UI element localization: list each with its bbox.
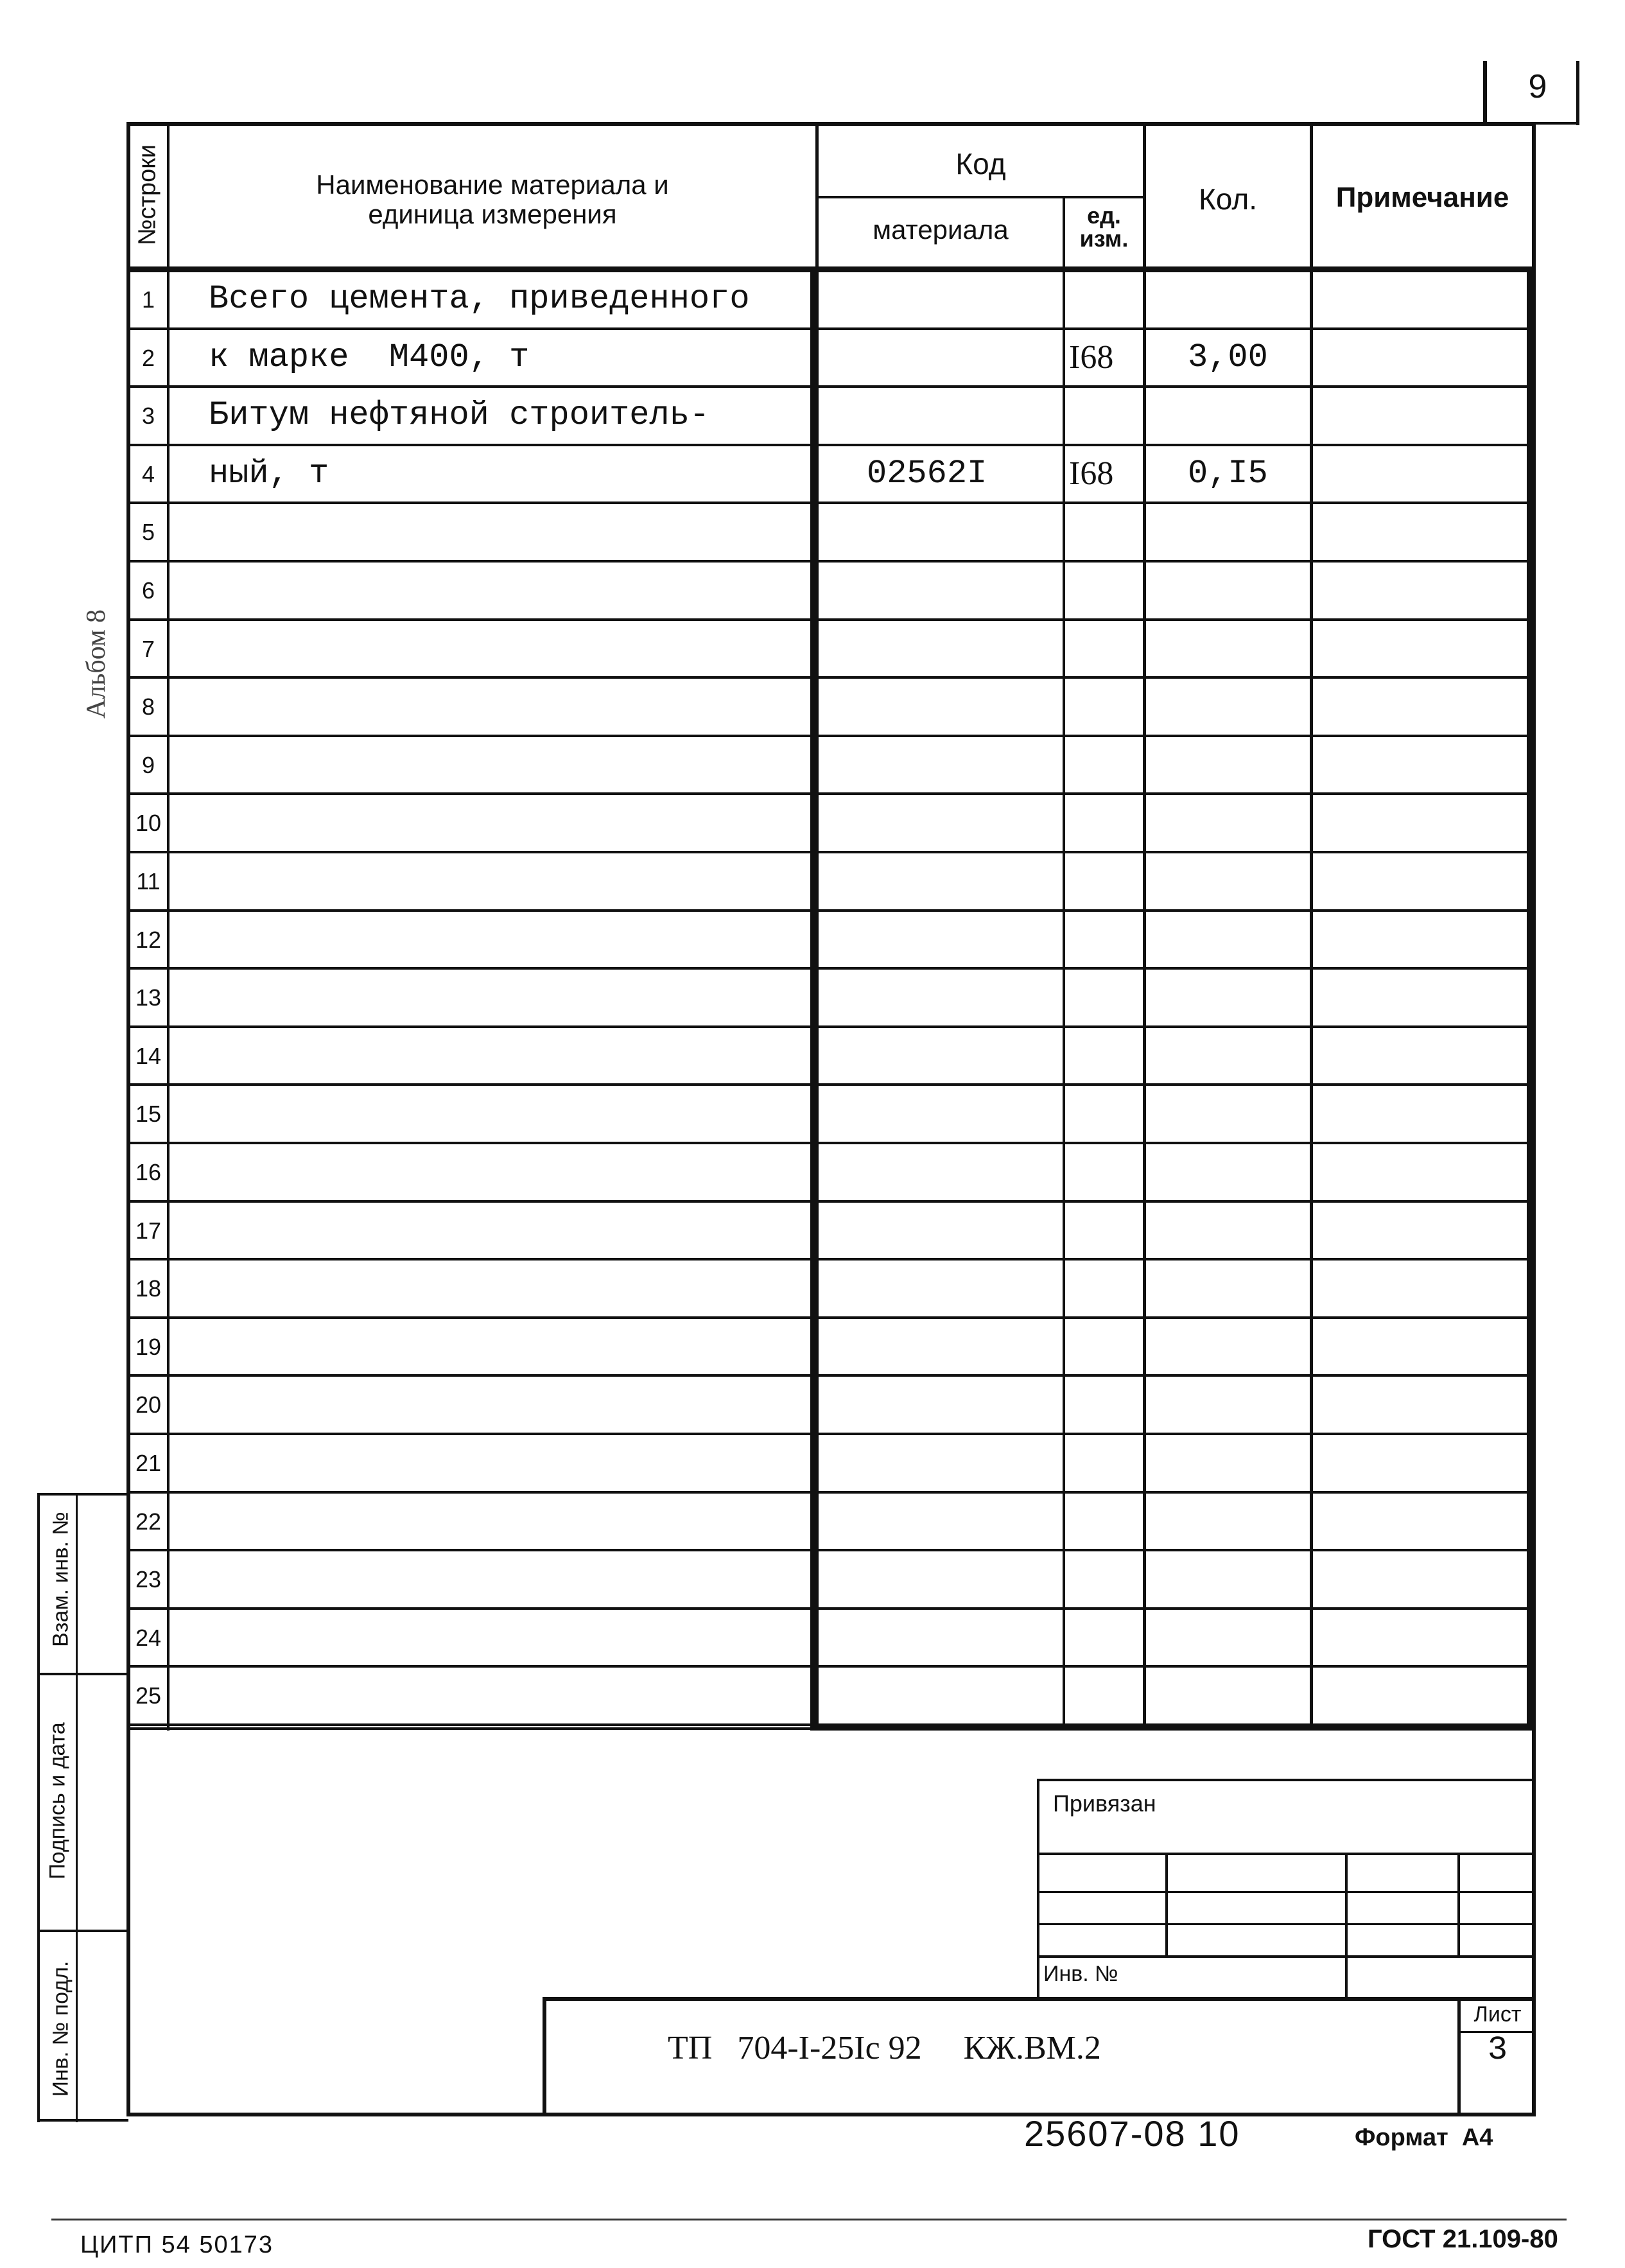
quantity-cell: 0,I5 (1188, 455, 1268, 493)
row-number: 13 (135, 984, 162, 1011)
row-number: 8 (141, 693, 155, 720)
header-qty: Кол. (1199, 182, 1257, 216)
material-name-cell: Битум нефтяной строитель- (209, 396, 710, 434)
archive-number: 25607-08 10 (1024, 2113, 1240, 2154)
album-label: Альбом 8 (82, 609, 111, 719)
material-name-cell: к марке М400, т (209, 338, 530, 376)
row-number: 5 (141, 519, 155, 545)
privyazan-label: Привязан (1053, 1790, 1156, 1817)
list-label: Лист (1473, 2002, 1522, 2027)
page-number: 9 (1528, 68, 1547, 105)
row-number: 12 (135, 927, 162, 953)
list-number: 3 (1487, 2031, 1508, 2069)
row-number: 7 (141, 636, 155, 662)
row-number: 23 (135, 1566, 162, 1592)
podpis-data-label: Подпись и дата (45, 1722, 70, 1880)
row-number: 2 (141, 345, 155, 371)
material-name-cell: Всего цемента, приведенного (209, 280, 750, 318)
format-label: Формат А4 (1355, 2124, 1493, 2151)
row-number: 24 (135, 1625, 162, 1651)
row-number: 21 (135, 1450, 162, 1476)
inv-no-label: Инв. № (1043, 1962, 1118, 1986)
row-number: 9 (141, 752, 155, 778)
row-number: 22 (135, 1508, 162, 1535)
row-number: 15 (135, 1101, 162, 1127)
header-unit: ед. изм. (1079, 202, 1129, 252)
header-name: Наименование материала и единица измерения (316, 170, 669, 229)
row-number: 25 (135, 1682, 162, 1709)
row-number: 19 (135, 1334, 162, 1360)
row-number: 18 (135, 1275, 162, 1302)
header-code: Код (955, 147, 1006, 180)
row-number: 16 (135, 1159, 162, 1185)
row-number: 6 (141, 577, 155, 604)
row-number: 4 (141, 461, 155, 487)
unit-code-cell: I68 (1069, 339, 1114, 376)
row-number: 10 (135, 810, 162, 836)
left-code: ЦИТП 54 50173 (80, 2231, 274, 2258)
row-number: 20 (135, 1391, 162, 1418)
material-name-cell: ный, т (209, 455, 329, 493)
document-code: ТП 704-I-25Ic 92 КЖ.ВМ.2 (668, 2030, 1101, 2066)
header-row-number: №строки (134, 144, 161, 246)
gost-label: ГОСТ 21.109-80 (1368, 2225, 1558, 2253)
vzam-inv-label: Взам. инв. № (48, 1512, 73, 1647)
material-code-cell: 02562I (867, 455, 987, 493)
quantity-cell: 3,00 (1188, 338, 1268, 376)
unit-code-cell: I68 (1069, 455, 1114, 492)
inv-podl-label: Инв. № подл. (48, 1960, 73, 2097)
row-number: 17 (135, 1217, 162, 1244)
row-number: 14 (135, 1043, 162, 1069)
row-number: 11 (136, 868, 161, 894)
row-number: 1 (141, 286, 155, 313)
header-note: Примечание (1335, 182, 1509, 213)
row-number: 3 (141, 403, 155, 429)
header-material: материала (873, 214, 1009, 245)
